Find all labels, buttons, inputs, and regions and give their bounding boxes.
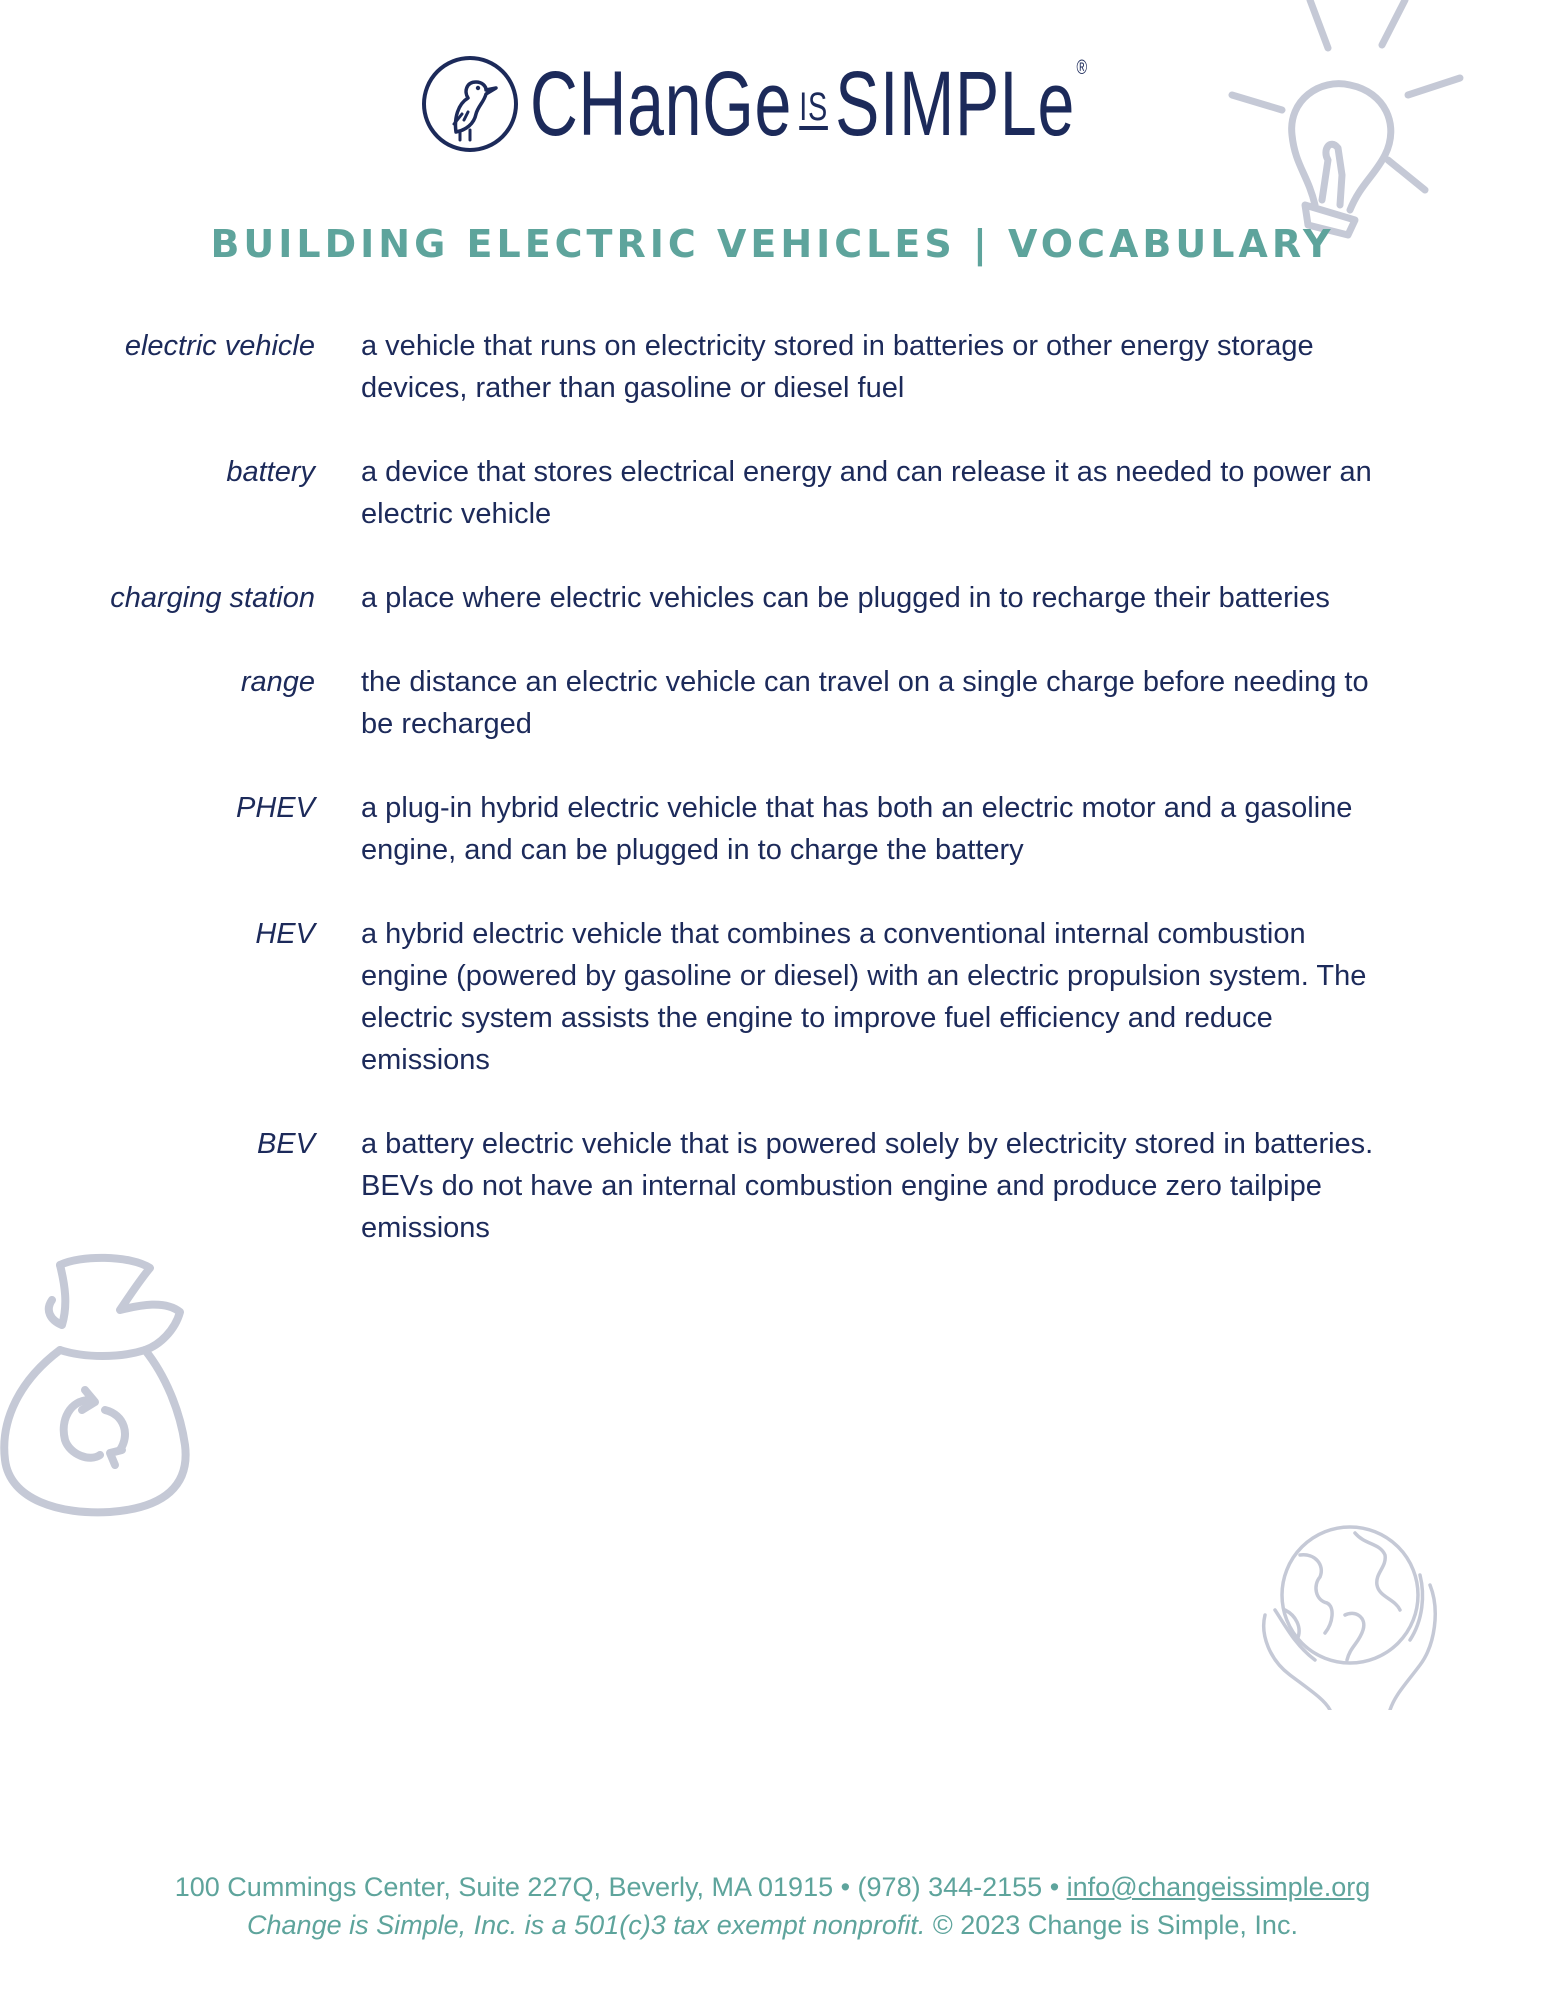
vocab-entry-charging-station — [0, 577, 1545, 619]
logo-wordmark-is: IS — [799, 84, 828, 129]
page-title: BUILDING ELECTRIC VEHICLES | VOCABULARY — [210, 222, 1335, 266]
vocab-entry-phev — [0, 787, 1545, 871]
vocab-definition: a vehicle that runs on electricity stored in batteries or other energy storage devices, rather than gasoline or diesel fuel — [361, 330, 1314, 404]
footer-address: 100 Cummings Center, Suite 227Q, Beverly, MA 01915 • (978) 344-2155 • — [174, 1872, 1067, 1902]
vocab-term: PHEV — [236, 792, 315, 824]
footer — [0, 1868, 1545, 1944]
registered-mark: ® — [1076, 57, 1088, 79]
vocab-entry-hev — [0, 913, 1545, 1081]
vocab-definition: a battery electric vehicle that is powered solely by electricity stored in batteries. BEVs do not have an internal combustion engine and produce zero tailpipe emissions — [361, 1128, 1374, 1244]
logo-wordmark — [530, 53, 1088, 155]
logo-wordmark-simple: SIMPLe — [835, 53, 1076, 155]
vocab-entry-electric-vehicle — [0, 325, 1545, 409]
vocab-entry-bev — [0, 1123, 1545, 1249]
vocab-definition: a plug-in hybrid electric vehicle that has both an electric motor and a gasoline engine, and can be plugged in to charge the battery — [361, 792, 1353, 866]
vocab-definition: a hybrid electric vehicle that combines a conventional internal combustion engine (powered by gasoline or diesel) with an electric propulsion system. The electric system assists the engine to improve fuel efficiency and reduce emissions — [361, 918, 1367, 1076]
vocab-definition: the distance an electric vehicle can travel on a single charge before needing to be recharged — [361, 666, 1369, 740]
logo — [420, 48, 1305, 160]
nonprofit-statement: Change is Simple, Inc. is a 501(c)3 tax exempt nonprofit. — [247, 1910, 926, 1940]
lightbulb-icon — [1210, 0, 1510, 240]
globe-hands-icon — [1255, 1515, 1445, 1710]
vocab-entry-range — [0, 661, 1545, 745]
vocab-term: charging station — [110, 582, 315, 614]
vocabulary-list — [0, 325, 1545, 1291]
vocab-entry-battery — [0, 451, 1545, 535]
bird-logo-icon — [420, 54, 520, 154]
email-link[interactable]: info@changeissimple.org — [1066, 1872, 1371, 1902]
copyright-text: © 2023 Change is Simple, Inc. — [925, 1910, 1298, 1940]
vocab-term: BEV — [256, 1128, 315, 1160]
vocab-term: range — [240, 666, 315, 698]
vocab-definition: a device that stores electrical energy and can release it as needed to power an electric vehicle — [361, 456, 1372, 530]
vocab-term: HEV — [255, 918, 315, 950]
vocab-definition: a place where electric vehicles can be plugged in to recharge their batteries — [361, 582, 1330, 614]
footer-contact-line — [0, 1868, 1545, 1906]
vocab-term: battery — [226, 456, 315, 488]
money-bag-icon — [0, 1250, 210, 1540]
footer-legal-line — [0, 1906, 1545, 1944]
logo-wordmark-change: CHanGe — [530, 53, 793, 155]
vocab-term: electric vehicle — [124, 330, 315, 362]
